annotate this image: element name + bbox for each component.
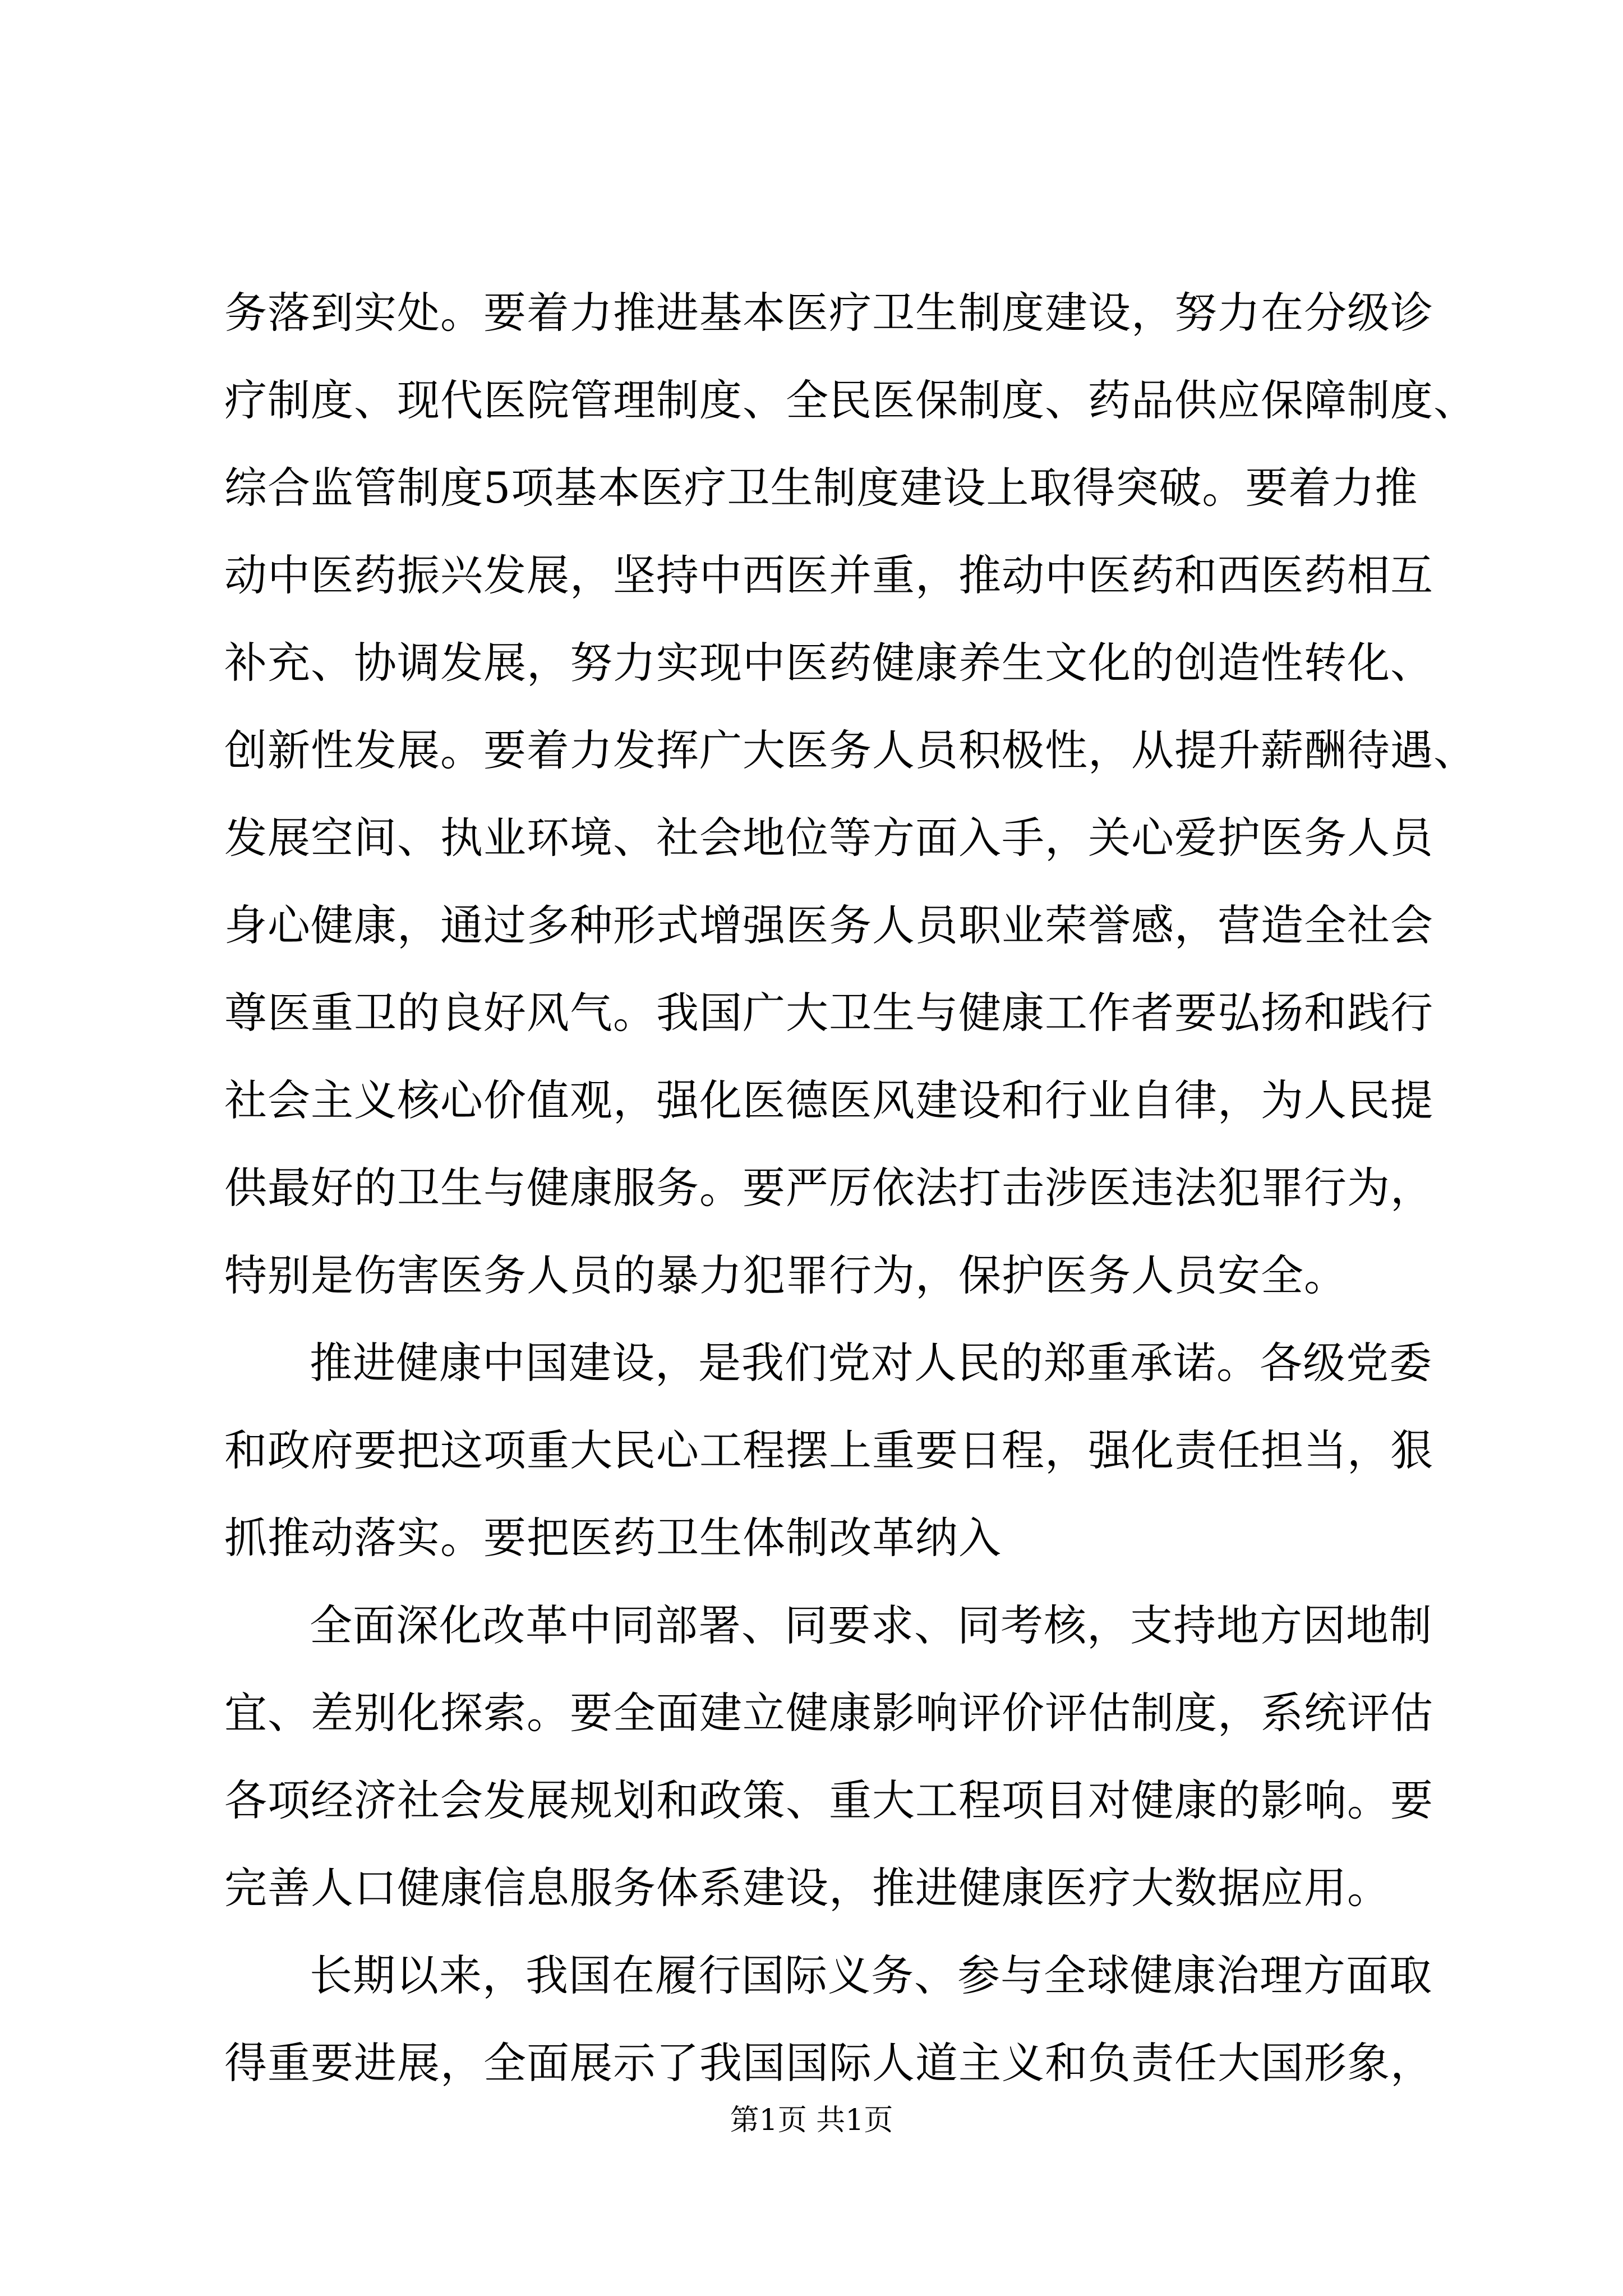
text-line: 综合监管制度5项基本医疗卫生制度建设上取得突破。要着力推 [224,463,1418,513]
text-line: 动中医药振兴发展，坚持中西医并重，推动中医药和西医药相互 [224,550,1433,600]
text-line: 宜、差别化探索。要全面建立健康影响评价评估制度，系统评估 [224,1688,1433,1738]
text-line: 补充、协调发展，努力实现中医药健康养生文化的创造性转化、 [224,638,1433,688]
text-line: 特别是伤害医务人员的暴力犯罪行为，保护医务人员安全。 [224,1250,1347,1300]
text-line: 得重要进展，全面展示了我国国际人道主义和负责任大国形象， [224,2038,1433,2088]
text-line: 尊医重卫的良好风气。我国广大卫生与健康工作者要弘扬和践行 [224,988,1433,1038]
paragraph-4 [224,1932,1433,2107]
text-line: 长期以来，我国在履行国际义务、参与全球健康治理方面取 [310,1950,1432,2000]
paragraph-2 [224,1319,1433,1582]
paragraph-3 [224,1582,1433,1932]
text-line: 抓推动落实。要把医药卫生体制改革纳入 [224,1513,1002,1563]
text-line: 社会主义核心价值观，强化医德医风建设和行业自律，为人民提 [224,1075,1433,1125]
text-line: 务落到实处。要着力推进基本医疗卫生制度建设，努力在分级诊 [224,288,1433,338]
text-line: 推进健康中国建设，是我们党对人民的郑重承诺。各级党委 [310,1338,1432,1388]
text-line: 完善人口健康信息服务体系建设，推进健康医疗大数据应用。 [224,1863,1390,1913]
paragraph-1 [224,269,1477,1319]
text-line: 疗制度、现代医院管理制度、全民医保制度、药品供应保障制度、 [224,375,1477,425]
page-number-label: 第1页 共1页 [730,2104,893,2137]
text-line: 供最好的卫生与健康服务。要严厉依法打击涉医违法犯罪行为， [224,1163,1433,1213]
text-line: 身心健康，通过多种形式增强医务人员职业荣誉感，营造全社会 [224,900,1433,950]
text-line: 全面深化改革中同部署、同要求、同考核，支持地方因地制 [310,1600,1432,1650]
page-footer [0,2101,1623,2140]
document-body [224,269,1477,2107]
text-line: 发展空间、执业环境、社会地位等方面入手，关心爱护医务人员 [224,813,1433,863]
text-line: 各项经济社会发展规划和政策、重大工程项目对健康的影响。要 [224,1775,1433,1825]
text-line: 创新性发展。要着力发挥广大医务人员积极性，从提升薪酬待遇、 [224,725,1477,775]
text-line: 和政府要把这项重大民心工程摆上重要日程，强化责任担当，狠 [224,1425,1433,1475]
